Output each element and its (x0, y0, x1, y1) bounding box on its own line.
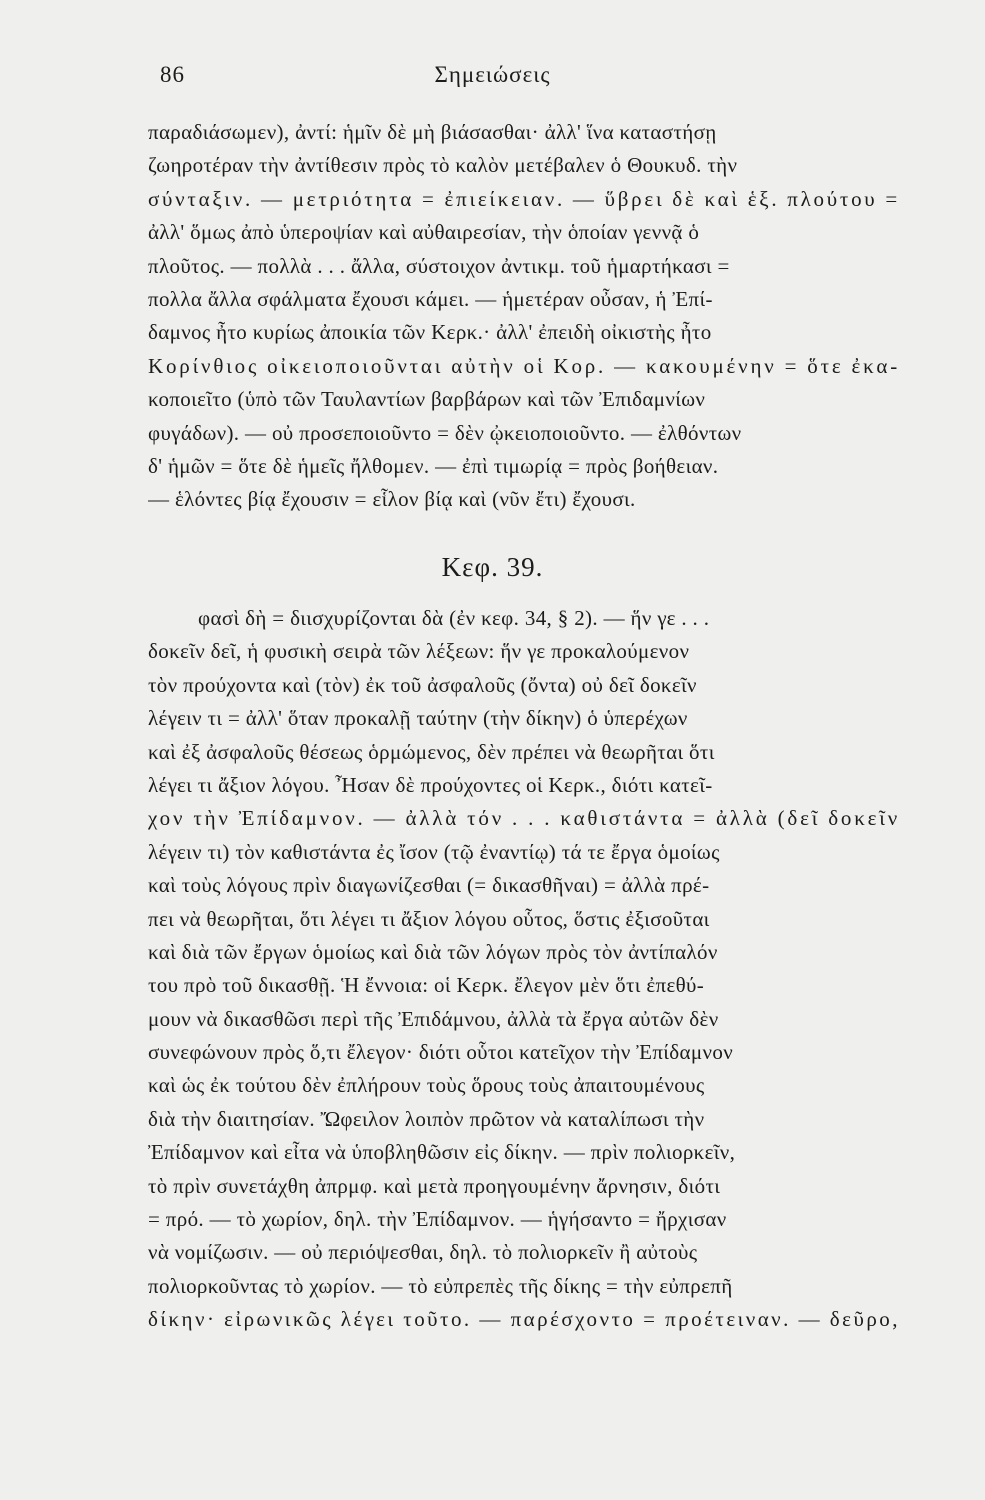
running-title: Σημειώσεις (434, 62, 551, 87)
text-line: του πρὸ τοῦ δικασθῇ. Ἡ ἔννοια: οἱ Κερκ. ἔλεγον μὲν ὅτι ἐπεθύ- (148, 973, 705, 998)
text-line: φασὶ δὴ = διισχυρίζονται δὰ (ἐν κεφ. 34, § 2). — ἥν γε . . . (198, 606, 710, 630)
text-line: νὰ νομίζωσιν. — οὐ περιόψεσθαι, δηλ. τὸ πολιορκεῖν ἢ αὐτοὺς (148, 1240, 698, 1265)
text-line: λέγειν τι = ἀλλ' ὅταν προκαλῇ ταύτην (τὴν δίκην) ὁ ὑπερέχων (148, 706, 688, 731)
text-line: πλοῦτος. — πολλὰ . . . ἄλλα, σύστοιχον ἀντικμ. τοῦ ἡμαρτήκασι = (148, 253, 730, 278)
text-line: χον τὴν Ἐπίδαμνον. — ἀλλὰ τόν . . . καθιστάντα = ἀλλὰ (δεῖ δοκεῖν (148, 806, 900, 831)
text-line: Ἐπίδαμνον καὶ εἶτα νὰ ὑποβληθῶσιν εἰς δίκην. — πρὶν πολιορκεῖν, (148, 1140, 736, 1165)
text-line: σύνταξιν. — μετριότητα = ἐπιείκειαν. — ὕβρει δὲ καὶ ἑξ. πλούτου = (148, 186, 900, 211)
text-line: πολλα ἄλλα σφάλματα ἔχουσι κάμει. — ἡμετέραν οὖσαν, ἡ Ἐπί- (148, 286, 713, 311)
text-line: μουν νὰ δικασθῶσι περὶ τῆς Ἐπιδάμνου, ἀλλὰ τὰ ἔργα αὐτῶν δὲν (148, 1006, 719, 1031)
text-line: πολιορκοῦντας τὸ χωρίον. — τὸ εὐπρεπὲς τῆς δίκης = τὴν εὐπρεπῆ (148, 1273, 733, 1298)
text-line: — ἑλόντες βίᾳ ἔχουσιν = εἷλον βίᾳ καὶ (νῦν ἔτι) ἔχουσι. (148, 487, 636, 512)
notes-block-2 (148, 602, 900, 1337)
text-line: καὶ ὡς ἐκ τούτου δὲν ἐπλήρουν τοὺς ὅρους τοὺς ἀπαιτουμένους (148, 1073, 705, 1098)
text-line: δαμνος ἦτο κυρίως ἀποικία τῶν Κερκ.· ἀλλ' ἐπειδὴ οἰκιστὴς ἦτο (148, 320, 712, 345)
text-line: φυγάδων). — οὐ προσεποιοῦντο = δὲν ᾠκειοποιοῦντο. — ἐλθόντων (148, 420, 742, 445)
text-line: καὶ τοὺς λόγους πρὶν διαγωνίζεσθαι (= δικασθῆναι) = ἀλλὰ πρέ- (148, 873, 710, 898)
text-line: λέγει τι ἄξιον λόγου. Ἦσαν δὲ προύχοντες οἱ Κερκ., διότι κατεῖ- (148, 772, 713, 797)
text-line: δ' ἡμῶν = ὅτε δὲ ἡμεῖς ἤλθομεν. — ἐπὶ τιμωρίᾳ = πρὸς βοήθειαν. (148, 453, 719, 478)
notes-block-1 (148, 116, 900, 517)
text-line: τὸ πρὶν συνετάχθη ἀπρμφ. καὶ μετὰ προηγουμένην ἄρνησιν, διότι (148, 1173, 721, 1198)
text-line: τὸν προύχοντα καὶ (τὸν) ἐκ τοῦ ἀσφαλοῦς (ὄντα) οὐ δεῖ δοκεῖν (148, 672, 697, 697)
text-line: λέγειν τι) τὸν καθιστάντα ἐς ἴσον (τῷ ἐναντίῳ) τά τε ἔργα ὁμοίως (148, 839, 720, 864)
text-line: πει νὰ θεωρῆται, ὅτι λέγει τι ἄξιον λόγου οὗτος, ὅστις ἐξισοῦται (148, 906, 710, 931)
text-line: Κορίνθιος οἰκειοποιοῦνται αὐτὴν οἱ Κορ. — κακουμένην = ὅτε ἐκα- (148, 353, 900, 378)
chapter-heading: Κεφ. 39. (441, 552, 544, 582)
text-line: καὶ διὰ τῶν ἔργων ὁμοίως καὶ διὰ τῶν λόγων πρὸς τὸν ἀντίπαλόν (148, 939, 718, 964)
text-line: συνεφώνουν πρὸς ὅ,τι ἔλεγον· διότι οὗτοι κατεῖχον τὴν Ἐπίδαμνον (148, 1040, 734, 1065)
text-line: = πρό. — τὸ χωρίον, δηλ. τὴν Ἐπίδαμνον. — ἡγήσαντο = ἤρχισαν (148, 1207, 727, 1232)
text-line: δοκεῖν δεῖ, ἡ φυσικὴ σειρὰ τῶν λέξεων: ἥν γε προκαλούμενον (148, 639, 690, 664)
text-line: κοποιεῖτο (ὑπὸ τῶν Ταυλαντίων βαρβάρων καὶ τῶν Ἐπιδαμνίων (148, 387, 706, 412)
text-line: ἀλλ' ὅμως ἀπὸ ὑπεροψίαν καὶ αὐθαιρεσίαν, τὴν ὁποίαν γεννᾷ ὁ (148, 220, 700, 245)
text-line: παραδιάσωμεν), ἀντί: ἡμῖν δὲ μὴ βιάσασθαι· ἀλλ' ἵνα καταστήσῃ (148, 120, 717, 144)
text-line: καὶ ἐξ ἀσφαλοῦς θέσεως ὁρμώμενος, δὲν πρέπει νὰ θεωρῆται ὅτι (148, 739, 715, 764)
text-line: διὰ τὴν διαιτησίαν. Ὤφειλον λοιπὸν πρῶτον νὰ καταλίπωσι τὴν (148, 1106, 705, 1131)
page-number: 86 (160, 62, 185, 87)
text-line: ζωηροτέραν τὴν ἀντίθεσιν πρὸς τὸ καλὸν μετέβαλεν ὁ Θουκυδ. τὴν (148, 153, 738, 178)
text-line: δίκην· εἰρωνικῶς λέγει τοῦτο. — παρέσχοντο = προέτειναν. — δεῦρο, (148, 1307, 900, 1332)
page-header (0, 62, 985, 92)
